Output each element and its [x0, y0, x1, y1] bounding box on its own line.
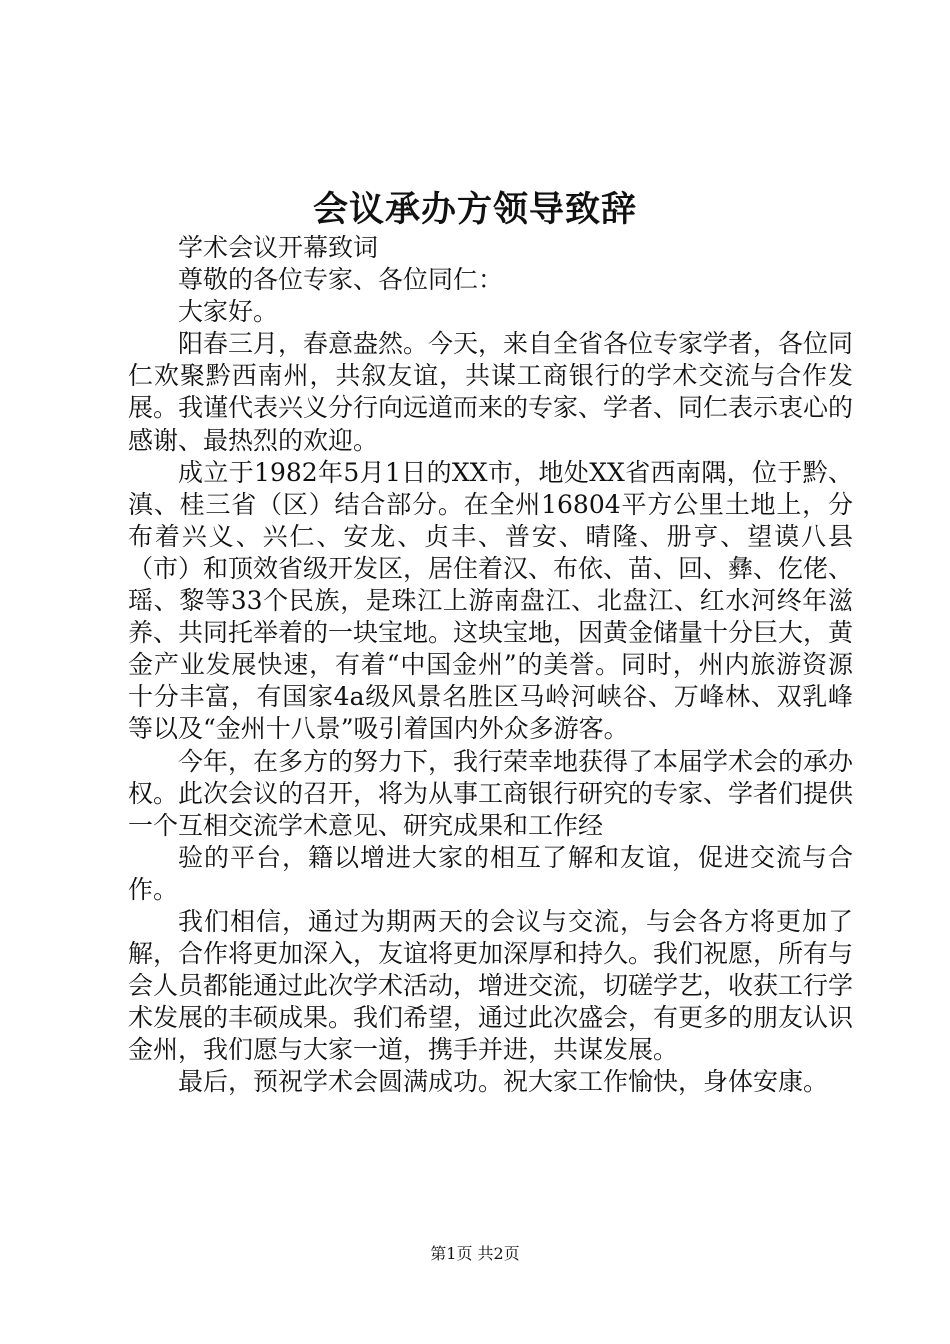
- paragraph: 最后，预祝学术会圆满成功。祝大家工作愉快，身体安康。: [178, 1067, 829, 1097]
- paragraph: 验的平台，籍以增进大家的相互了解和友谊，促进交流与合作。: [128, 842, 853, 904]
- paragraph: 尊敬的各位专家、各位同仁：: [178, 265, 504, 295]
- paragraph: 成立于1982年5月1日的XX市，地处XX省西南隅，位于黔、滇、桂三省（区）结合部分。在全州16804平方公里土地上，分布着兴义、兴仁、安龙、贞丰、普安、晴隆、册亨、望谟八县（市）和顶效省级开发区，居住着汉、布依、苗、回、彝、仡佬、瑶、黎等33个民族，是珠江上游南盘江、北盘江、红水河终年滋养、共同托举着的一块宝地。这块宝地，因黄金储量十分巨大，黄金产业发展快速，有着“中国金州”的美誉。同时，州内旅游资源十分丰富，有国家4a级风景名胜区马岭河峡谷、万峰林、双乳峰等以及“金州十八景”吸引着国内外众多游客。: [128, 457, 854, 744]
- paragraph: 我们相信，通过为期两天的会议与交流，与会各方将更加了解，合作将更加深入，友谊将更加深厚和持久。我们祝愿，所有与会人员都能通过此次学术活动，增进交流，切磋学艺，收获工行学术发展的丰硕成果。我们希望，通过此次盛会，有更多的朋友认识金州，我们愿与大家一道，携手并进，共谋发展。: [128, 906, 854, 1065]
- paragraph: 大家好。: [178, 297, 279, 327]
- document-body: [128, 232, 853, 1099]
- paragraph: 学术会议开幕致词: [178, 233, 379, 262]
- paragraph: 今年，在多方的努力下，我行荣幸地获得了本届学术会的承办权。此次会议的召开，将为从事工商银行研究的专家、学者们提供一个互相交流学术意见、研究成果和工作经: [128, 746, 854, 840]
- paragraph: 阳春三月，春意盎然。今天，来自全省各位专家学者，各位同仁欢聚黔西南州，共叙友谊，共谋工商银行的学术交流与合作发展。我谨代表兴义分行向远道而来的专家、学者、同仁表示衷心的感谢、最热烈的欢迎。: [128, 329, 854, 455]
- document-title: 会议承办方领导致辞: [312, 189, 637, 230]
- page-number-footer: 第1页 共2页: [430, 1244, 520, 1263]
